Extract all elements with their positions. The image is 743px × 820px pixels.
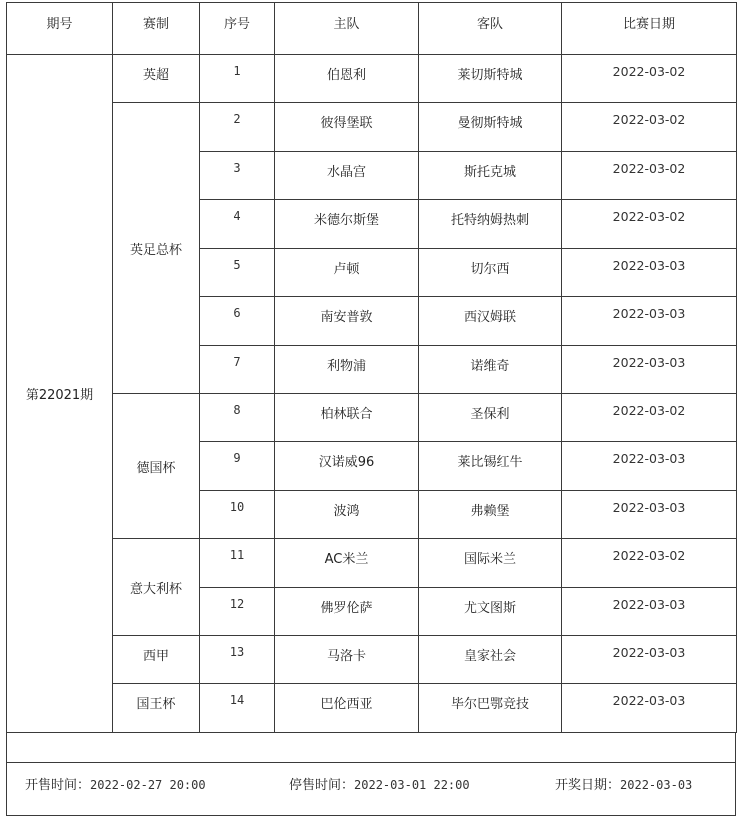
draw-date-value: 2022-03-03: [620, 778, 693, 792]
away-team: 切尔西: [419, 248, 562, 296]
match-date: 2022-03-02: [562, 200, 737, 248]
draw-date-label: 开奖日期：: [555, 778, 621, 793]
match-number: 9: [200, 442, 275, 490]
away-team: 托特纳姆热刺: [419, 200, 562, 248]
competition-cell: 英足总杯: [113, 103, 200, 394]
competition-cell: 西甲: [113, 636, 200, 684]
match-date: 2022-03-02: [562, 151, 737, 199]
away-team: 莱切斯特城: [419, 55, 562, 103]
match-number: 11: [200, 539, 275, 587]
away-team: 诺维奇: [419, 345, 562, 393]
match-schedule-table: [6, 2, 737, 733]
match-date: 2022-03-03: [562, 297, 737, 345]
match-date: 2022-03-03: [562, 636, 737, 684]
competition-cell: 意大利杯: [113, 539, 200, 636]
home-team: 伯恩利: [275, 55, 419, 103]
match-number: 5: [200, 248, 275, 296]
table-row: [7, 103, 737, 151]
match-number: 1: [200, 55, 275, 103]
home-team: 卢顿: [275, 248, 419, 296]
match-number: 7: [200, 345, 275, 393]
match-date: 2022-03-03: [562, 345, 737, 393]
sale-info-footer: [6, 732, 736, 816]
match-date: 2022-03-02: [562, 393, 737, 441]
home-team: 水晶宫: [275, 151, 419, 199]
home-team: AC米兰: [275, 539, 419, 587]
match-number: 2: [200, 103, 275, 151]
sale-start-label: 开售时间：: [25, 778, 91, 793]
match-date: 2022-03-02: [562, 539, 737, 587]
match-number: 4: [200, 200, 275, 248]
match-date: 2022-03-02: [562, 55, 737, 103]
competition-cell: 德国杯: [113, 393, 200, 538]
header-competition: 赛制: [113, 3, 200, 55]
match-date: 2022-03-03: [562, 248, 737, 296]
away-team: 毕尔巴鄂竞技: [419, 684, 562, 733]
match-number: 10: [200, 490, 275, 538]
home-team: 利物浦: [275, 345, 419, 393]
period-cell: 第22021期: [7, 55, 113, 733]
away-team: 弗赖堡: [419, 490, 562, 538]
sale-stop-time: [289, 774, 470, 793]
match-number: 12: [200, 587, 275, 635]
match-number: 8: [200, 393, 275, 441]
away-team: 国际米兰: [419, 539, 562, 587]
sale-start-value: 2022-02-27 20:00: [90, 778, 206, 792]
match-date: 2022-03-03: [562, 587, 737, 635]
table-header-row: [7, 3, 737, 55]
home-team: 马洛卡: [275, 636, 419, 684]
header-number: 序号: [200, 3, 275, 55]
away-team: 莱比锡红牛: [419, 442, 562, 490]
away-team: 斯托克城: [419, 151, 562, 199]
match-number: 3: [200, 151, 275, 199]
footer-divider: [7, 762, 735, 763]
table-row: [7, 684, 737, 733]
table-row: [7, 55, 737, 103]
match-number: 13: [200, 636, 275, 684]
home-team: 汉诺威96: [275, 442, 419, 490]
home-team: 彼得堡联: [275, 103, 419, 151]
draw-date: [555, 774, 692, 793]
table-row: [7, 393, 737, 441]
sale-stop-value: 2022-03-01 22:00: [354, 778, 470, 792]
header-home-team: 主队: [275, 3, 419, 55]
home-team: 柏林联合: [275, 393, 419, 441]
home-team: 米德尔斯堡: [275, 200, 419, 248]
home-team: 波鸿: [275, 490, 419, 538]
table-row: [7, 539, 737, 587]
away-team: 尤文图斯: [419, 587, 562, 635]
header-period: 期号: [7, 3, 113, 55]
away-team: 西汉姆联: [419, 297, 562, 345]
competition-cell: 英超: [113, 55, 200, 103]
sale-stop-label: 停售时间：: [289, 778, 355, 793]
match-number: 6: [200, 297, 275, 345]
table-row: [7, 636, 737, 684]
match-date: 2022-03-03: [562, 684, 737, 733]
sale-start-time: [25, 774, 206, 793]
away-team: 曼彻斯特城: [419, 103, 562, 151]
competition-cell: 国王杯: [113, 684, 200, 733]
match-number: 14: [200, 684, 275, 733]
away-team: 圣保利: [419, 393, 562, 441]
home-team: 南安普敦: [275, 297, 419, 345]
header-away-team: 客队: [419, 3, 562, 55]
home-team: 佛罗伦萨: [275, 587, 419, 635]
match-date: 2022-03-03: [562, 442, 737, 490]
home-team: 巴伦西亚: [275, 684, 419, 733]
match-date: 2022-03-03: [562, 490, 737, 538]
match-date: 2022-03-02: [562, 103, 737, 151]
header-match-date: 比赛日期: [562, 3, 737, 55]
away-team: 皇家社会: [419, 636, 562, 684]
